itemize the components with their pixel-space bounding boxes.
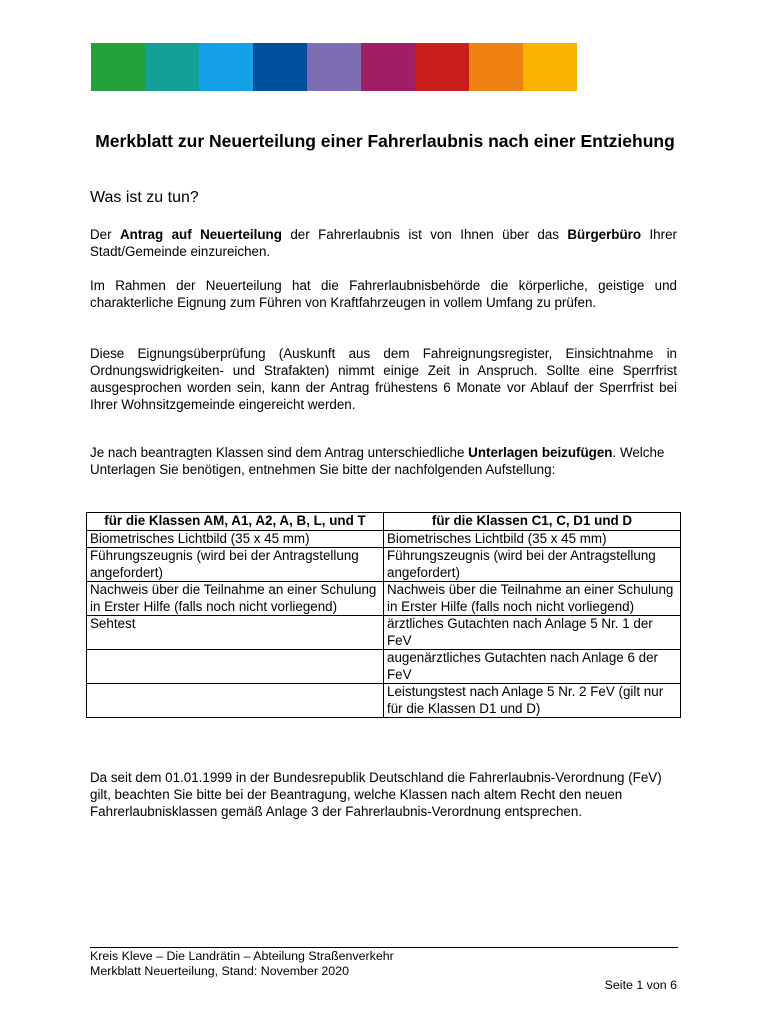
text-run: Ihrer Stadt/Gemeinde einzureichen. — [90, 227, 677, 259]
table-cell: Biometrisches Lichtbild (35 x 45 mm) — [87, 530, 384, 548]
table-cell: Sehtest — [87, 616, 384, 650]
paragraph-review: Diese Eignungsüberprüfung (Auskunft aus dem Fahreignungsregister, Einsichtnahme in Ordnungswidrigkeiten- und Strafakten) nimmt einige Zeit in Anspruch. Sollte eine Sperrfrist ausgesprochen worden sein, kann der Antrag frühestens 6 Monate vor Ablauf der Sperrfrist bei Ihrer Wohnsitzgemeinde eingereicht werden. — [90, 346, 677, 412]
table-row — [87, 530, 681, 548]
table-cell: Leistungstest nach Anlage 5 Nr. 2 FeV (gilt nur für die Klassen D1 und D) — [384, 684, 681, 718]
table-row — [87, 650, 681, 684]
paragraph-suitability: Im Rahmen der Neuerteilung hat die Fahrerlaubnisbehörde die körperliche, geistige und charakterliche Eignung zum Führen von Kraftfahrzeugen in vollem Umfang zu prüfen. — [90, 278, 677, 310]
color-swatch — [415, 43, 469, 91]
table-cell: ärztliches Gutachten nach Anlage 5 Nr. 1 der FeV — [384, 616, 681, 650]
color-swatch — [307, 43, 361, 91]
page-title: Merkblatt zur Neuerteilung einer Fahrerlaubnis nach einer Entziehung — [95, 131, 675, 151]
table-row — [87, 684, 681, 718]
table-cell — [87, 684, 384, 718]
footer-line-2: Merkblatt Neuerteilung, Stand: November 2020 — [90, 964, 349, 978]
bold-run: Unterlagen beizufügen — [468, 445, 613, 460]
footer-line-1: Kreis Kleve – Die Landrätin – Abteilung Straßenverkehr — [90, 949, 394, 963]
color-swatch — [145, 43, 199, 91]
table-header-cell: für die Klassen AM, A1, A2, A, B, L, und T — [87, 513, 384, 531]
table-cell: Führungszeugnis (wird bei der Antragstellung angefordert) — [87, 548, 384, 582]
table-row — [87, 582, 681, 616]
requirements-table — [86, 512, 681, 718]
text-run: . Welche Unterlagen Sie benötigen, entnehmen Sie bitte der nachfolgenden Aufstellung: — [90, 445, 665, 477]
table-cell: Biometrisches Lichtbild (35 x 45 mm) — [384, 530, 681, 548]
table-header-row — [87, 513, 681, 531]
paragraph-documents — [90, 444, 677, 478]
table-row — [87, 548, 681, 582]
table-cell: augenärztliches Gutachten nach Anlage 6 der FeV — [384, 650, 681, 684]
bold-run: Antrag auf Neuerteilung — [120, 227, 282, 242]
bold-run: Bürgerbüro — [567, 227, 642, 242]
table-row — [87, 616, 681, 650]
color-swatch — [253, 43, 307, 91]
text-run: Je nach beantragten Klassen sind dem Antrag unterschiedliche — [90, 445, 469, 460]
text-run: Der — [90, 227, 120, 242]
footer — [90, 949, 394, 979]
color-swatch — [91, 43, 145, 91]
paragraph-application — [90, 226, 677, 260]
color-swatch — [469, 43, 523, 91]
paragraph-fev-note: Da seit dem 01.01.1999 in der Bundesrepublik Deutschland die Fahrerlaubnis-Verordnung (FeV) gilt, beachten Sie bitte bei der Beantragung, welche Klassen nach altem Recht den neuen Fahrerlaubnisklassen gemäß Anlage 3 der Fahrerlaubnis-Verordnung entsprechen. — [90, 770, 662, 819]
section-heading: Was ist zu tun? — [90, 189, 199, 206]
color-bar-logo — [91, 43, 577, 91]
table-cell: Nachweis über die Teilnahme an einer Schulung in Erster Hilfe (falls noch nicht vorliegend) — [384, 582, 681, 616]
text-run: der Fahrerlaubnis ist von Ihnen über das — [281, 227, 568, 242]
table-cell: Führungszeugnis (wird bei der Antragstellung angefordert) — [384, 548, 681, 582]
table-cell — [87, 650, 384, 684]
footer-divider — [90, 947, 678, 948]
table-header-cell: für die Klassen C1, C, D1 und D — [384, 513, 681, 531]
page-number: Seite 1 von 6 — [604, 978, 677, 992]
color-swatch — [199, 43, 253, 91]
color-swatch — [361, 43, 415, 91]
table-cell: Nachweis über die Teilnahme an einer Schulung in Erster Hilfe (falls noch nicht vorliegend) — [87, 582, 384, 616]
color-swatch — [523, 43, 577, 91]
